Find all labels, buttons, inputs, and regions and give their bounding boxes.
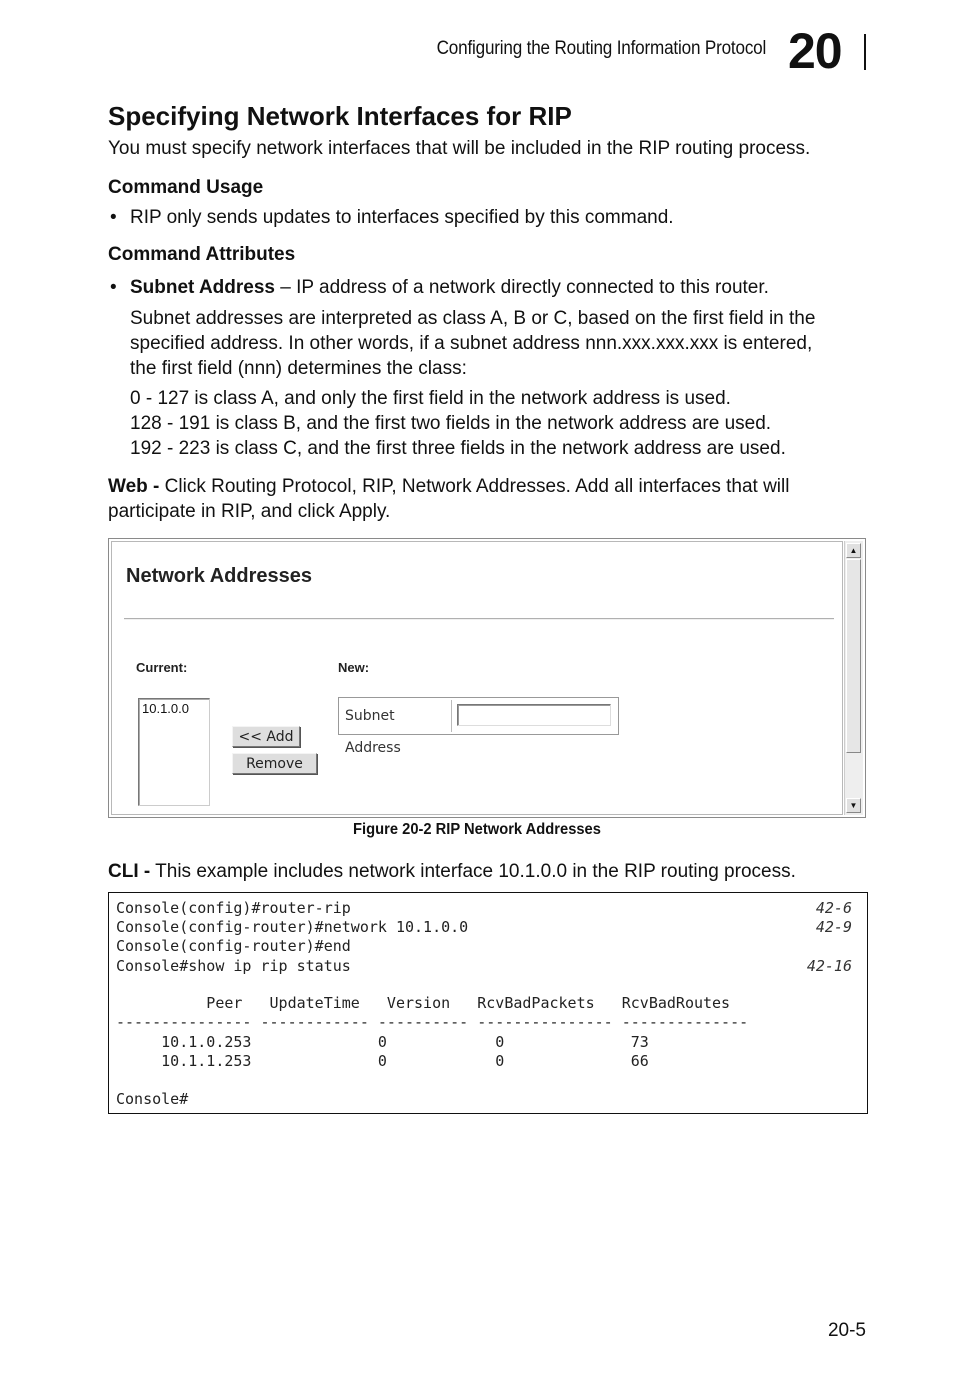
cli-code-box	[108, 892, 868, 1114]
bullet-marker: •	[110, 207, 117, 228]
header-rule	[864, 34, 866, 70]
bullet-marker: •	[110, 277, 117, 298]
subnet-address-input[interactable]	[457, 704, 611, 726]
command-reference: 42-6	[815, 899, 852, 917]
screenshot-frame	[111, 541, 843, 815]
subnet-address-row	[338, 697, 619, 756]
attribute-detail-line: specified address. In other words, if a subnet address nnn.xxx.xxx.xxx is entered,	[130, 333, 813, 354]
table-row: 10.1.0.253 0 0 73	[116, 1033, 649, 1051]
current-label: Current:	[136, 660, 188, 675]
command-usage-heading: Command Usage	[108, 177, 264, 198]
screenshot-divider	[124, 618, 834, 620]
scroll-up-icon[interactable]: ▲	[846, 543, 861, 558]
class-line: 128 - 191 is class B, and the first two fields in the network address are used.	[130, 413, 772, 434]
section-title: Specifying Network Interfaces for RIP	[108, 101, 572, 131]
attribute-detail-line: the first field (nnn) determines the class:	[130, 358, 467, 379]
class-line: 0 - 127 is class A, and only the first field in the network address is used.	[130, 388, 731, 409]
attribute-subnet-address	[130, 275, 769, 300]
new-label: New:	[338, 660, 370, 675]
chapter-number: 20	[788, 23, 842, 79]
attribute-term: Subnet Address	[130, 277, 275, 298]
code-line: Console(config-router)#network 10.1.0.0	[116, 918, 469, 936]
web-instructions-cont: participate in RIP, and click Apply.	[108, 501, 391, 522]
table-separator-line: --------------- ------------ ---------- --------------- --------------	[116, 1013, 749, 1031]
subnet-address-label: Subnet Address	[341, 700, 452, 732]
remove-button[interactable]: Remove	[232, 753, 317, 774]
code-line: Console#show ip rip status	[116, 957, 351, 975]
usage-item: RIP only sends updates to interfaces specified by this command.	[130, 207, 674, 228]
network-addresses-screenshot	[108, 538, 866, 818]
page-number: 20-5	[827, 1320, 866, 1341]
scroll-down-icon[interactable]: ▼	[846, 798, 861, 813]
table-row: 10.1.1.253 0 0 66	[116, 1052, 649, 1070]
section-intro: You must specify network interfaces that will be included in the RIP routing process.	[108, 138, 811, 159]
figure-caption: Figure 20-2 RIP Network Addresses	[353, 821, 601, 838]
command-reference: 42-16	[806, 957, 852, 975]
cli-text: This example includes network interface 10.1.0.0 in the RIP routing process.	[150, 861, 796, 882]
table-header-line: Peer UpdateTime Version RcvBadPackets RcvBadRoutes	[116, 994, 731, 1012]
screenshot-title: Network Addresses	[126, 565, 312, 587]
command-attributes-heading: Command Attributes	[108, 244, 296, 265]
web-label: Web -	[108, 476, 160, 497]
add-button[interactable]: << Add	[232, 726, 300, 747]
class-line: 192 - 223 is class C, and the first three fields in the network address are used.	[130, 438, 786, 459]
attribute-detail-line: Subnet addresses are interpreted as class A, B or C, based on the first field in the	[130, 308, 816, 329]
web-instructions	[108, 474, 789, 499]
scroll-thumb[interactable]	[846, 559, 861, 753]
vertical-scrollbar[interactable]	[844, 541, 863, 815]
code-line: Console(config-router)#end	[116, 937, 351, 955]
attribute-definition: – IP address of a network directly connected to this router.	[275, 277, 769, 298]
command-reference: 42-9	[815, 918, 852, 936]
cli-instructions	[108, 859, 796, 884]
cli-label: CLI -	[108, 861, 151, 882]
current-subnet-list[interactable]	[138, 698, 210, 806]
code-line: Console#	[116, 1090, 189, 1108]
code-line: Console(config)#router-rip	[116, 899, 351, 917]
web-text: Click Routing Protocol, RIP, Network Addresses. Add all interfaces that will	[159, 476, 790, 497]
list-item[interactable]: 10.1.0.0	[142, 701, 189, 716]
running-header-title: Configuring the Routing Information Protocol	[436, 38, 766, 59]
